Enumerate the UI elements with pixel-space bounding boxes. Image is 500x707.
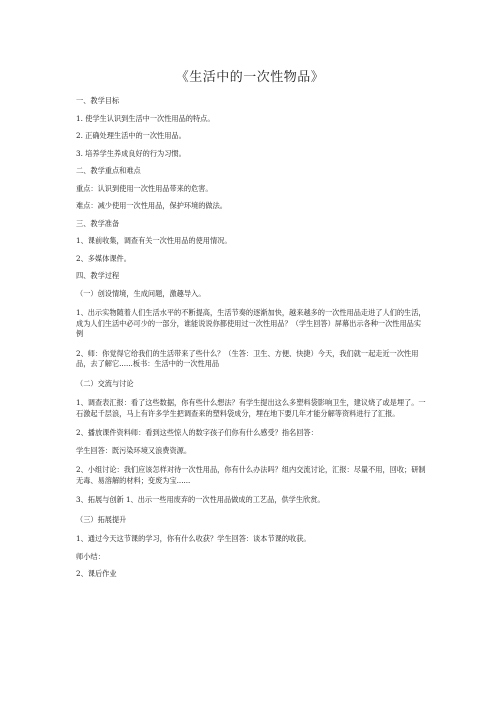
- section-heading: 四、教学过程: [76, 271, 120, 280]
- subsection-heading: （一）创设情境，生成问题，激趣导入。: [76, 288, 206, 298]
- paragraph: 难点：减少使用一次性用品，保护环境的做法。: [76, 201, 227, 210]
- subsection-heading: （三）拓展提升: [76, 514, 127, 524]
- paragraph: 1、课前收集，调查有关一次性用品的使用情况。: [76, 236, 232, 245]
- subsection-heading: （二）交流与讨论: [76, 378, 134, 388]
- paragraph: 2、师：你觉得它给我们的生活带来了些什么？（生答：卫生、方便、快捷）今天，我们就一起走近一次性用品，去了解它......板书：生活中的一次性用品: [76, 348, 419, 368]
- paragraph: 3、拓展与创新 1、出示一些用废弃的一次性用品做成的工艺品，供学生欣赏。: [76, 495, 325, 504]
- paragraph: 2、课后作业: [76, 569, 117, 578]
- section-heading: 一、教学目标: [76, 96, 120, 105]
- paragraph: 师小结：: [76, 551, 105, 561]
- paragraph: 2、播放课件资料师：看到这些惊人的数字孩子们你有什么感受？指名回答：: [76, 428, 318, 437]
- section-heading: 三、教学准备: [76, 218, 120, 228]
- paragraph: 1. 使学生认识到生活中一次性用品的特点。: [76, 113, 215, 123]
- paragraph: 3. 培养学生养成良好的行为习惯。: [76, 148, 186, 158]
- paragraph: 学生回答：既污染环境又浪费资源。: [76, 445, 192, 455]
- document-body: [76, 96, 426, 580]
- paragraph: 1、通过今天这节课的学习，你有什么收获？学生回答：谈本节课的收获。: [76, 534, 311, 543]
- paragraph: 2、小组讨论：我们应该怎样对待一次性用品，你有什么办法吗？组内交流讨论，汇报：尽量不用，回收；研制无毒、易溶解的材料；变废为宝......: [76, 465, 426, 485]
- paragraph: 1、出示实物随着人们生活水平的不断提高，生活节奏的逐渐加快，越来越多的一次性用品走进了人们的生活，成为人们生活中必可少的一部分，谁能说说你都使用过一次性用品？（学生回答）屏幕出示各种一次性用品实例: [76, 308, 426, 338]
- paragraph: 重点：认识到使用一次性用品带来的危害。: [76, 183, 213, 193]
- document-title: 《生活中的一次性物品》: [175, 70, 325, 85]
- paragraph: 2. 正确处理生活中的一次性用品。: [76, 131, 186, 140]
- paragraph: 2、多媒体课件。: [76, 253, 131, 263]
- section-heading: 二、教学重点和难点: [76, 166, 141, 175]
- paragraph: 1、调查表汇报：看了这些数据，你有些什么想法？有学生提出这么多塑料袋影响卫生，建议烧了或是埋了。一石激起千层浪，马上有许多学生把调查来的塑料袋成分，埋在地下要几年才能分解等资料进行了汇报。: [76, 398, 426, 418]
